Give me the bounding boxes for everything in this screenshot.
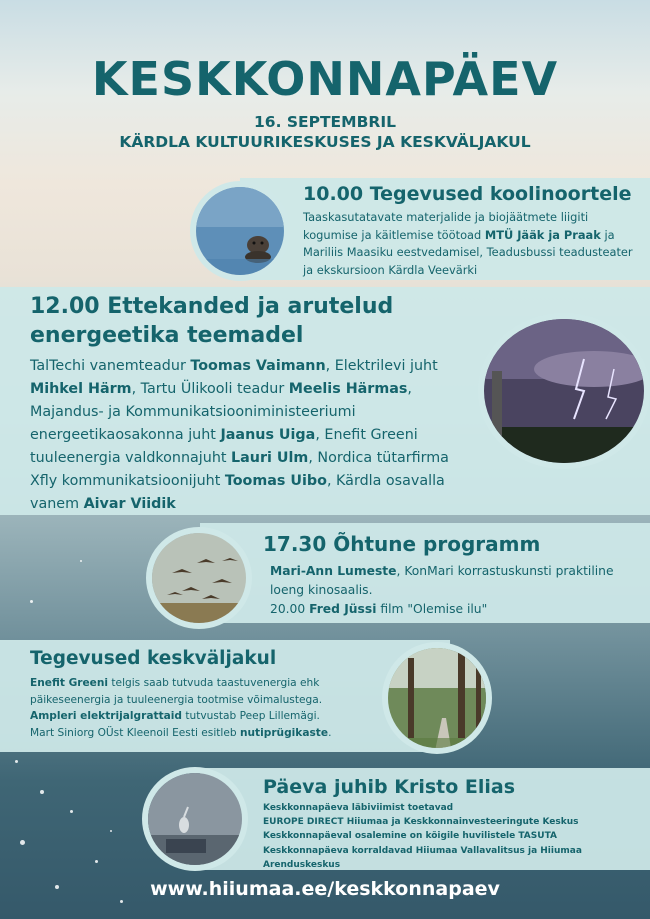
host-line-2: EUROPE DIRECT Hiiumaa ja Keskkonnainvesteeringute Keskus bbox=[263, 817, 579, 828]
host-line-4: Keskkonnapäeva korraldavad Hiiumaa Vallavalitsus ja Hiiumaa bbox=[263, 845, 582, 856]
website-link[interactable]: www.hiiumaa.ee/keskkonnapaev bbox=[150, 878, 500, 900]
section-talks-heading-line2: energeetika teemadel bbox=[30, 323, 304, 348]
host-line-5: Arenduskeskus bbox=[263, 859, 341, 870]
host-line-3: Keskkonnapäeval osalemine on kõigile huvilistele TASUTA bbox=[263, 831, 557, 842]
section-square-text: Enefit Greeni telgis saab tutvuda taastuvenergia ehk päikeseenergia ja tuuleenergia tootmise võimalustega. Ampleri elektrijalgrattaid tutvustab Peep Lillemägi. Mart Siniorg OÜst Kleenoil Eesti esitleb nutiprügikaste. bbox=[30, 677, 332, 739]
heron-photo bbox=[142, 767, 248, 871]
forest-path-photo bbox=[382, 642, 492, 754]
lightning-photo bbox=[478, 313, 650, 469]
event-date: 16. SEPTEMBRIL bbox=[254, 113, 396, 131]
section-host-heading: Päeva juhib Kristo Elias bbox=[263, 776, 516, 798]
section-evening-text: Mari-Ann Lumeste, KonMari korrastuskunsti praktiline loeng kinosaalis. 20.00 Fred Jüssi film "Olemise ilu" bbox=[270, 564, 614, 616]
section-square-heading: Tegevused keskväljakul bbox=[30, 648, 277, 669]
section-school-text: Taaskasutatavate materjalide ja biojäätmete liigiti kogumise ja käitlemise töötoad MTÜ Jääk ja Praak ja Mariliis Maasiku eestvedamisel, Teadusbussi teadusteater ja ekskursioon Kärdla Veevärki bbox=[303, 210, 633, 277]
event-venue: KÄRDLA KULTUURIKESKUSES JA KESKVÄLJAKUL bbox=[119, 133, 531, 151]
section-talks-text: TalTechi vanemteadur Toomas Vaimann, Elektrilevi juht Mihkel Härm, Tartu Ülikooli teadur Meelis Härmas, Majandus- ja Kommunikatsiooniministeeriumi energeetikaosakonna juht Jaanus Uiga, Enefit Greeni tuuleenergia valdkonnajuht Lauri Ulm, Nordica tütarfirma Xfly kommunikatsioonijuht Toomas Uibo, Kärdla osavalla vanem Aivar Viidik bbox=[30, 358, 449, 512]
section-evening-heading: 17.30 Õhtune programm bbox=[263, 532, 541, 556]
section-talks-heading-line1: 12.00 Ettekanded ja arutelud bbox=[30, 294, 394, 319]
section-host-text bbox=[263, 801, 643, 872]
birds-photo bbox=[146, 527, 252, 629]
section-school-heading: 10.00 Tegevused koolinoortele bbox=[303, 183, 632, 205]
host-line-1: Keskkonnapäeva läbiviimist toetavad bbox=[263, 803, 454, 813]
poster-title: KESKKONNAPÄEV bbox=[91, 52, 559, 106]
seal-photo bbox=[190, 181, 290, 281]
